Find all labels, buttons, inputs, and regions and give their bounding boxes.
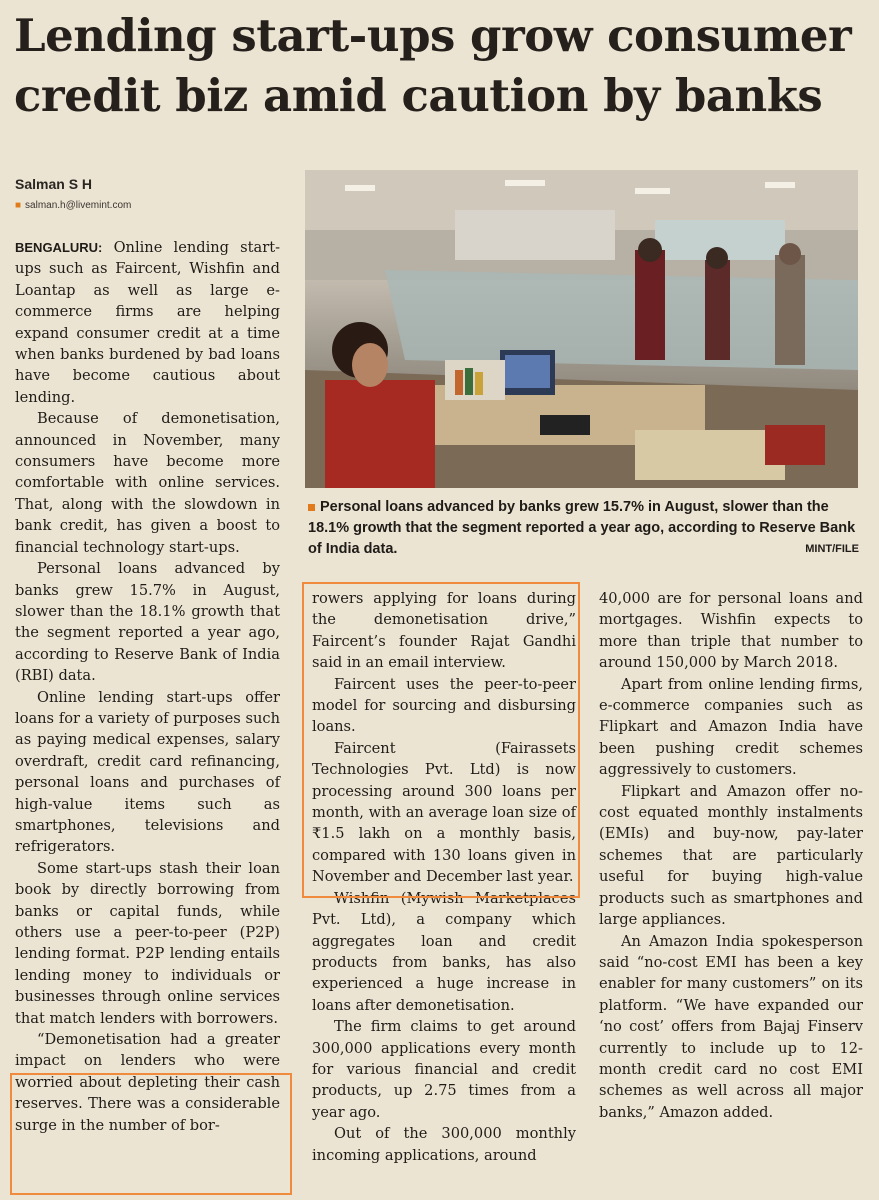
quote-continuation: rowers applying for loans during the demonetisation drive,” Faircent’s founder Rajat Gandhi said in an email interview. — [312, 590, 576, 672]
article-column-1 — [15, 237, 280, 1136]
headline — [14, 6, 874, 126]
paragraph: Faircent (Fairassets Technologies Pvt. Ltd) is now processing around 300 loans per month, with an average loan size of ₹1.5 lakh on a monthly basis, compared with 130 loans given in November and December last year. — [312, 739, 576, 886]
paragraph: The firm claims to get around 300,000 applications every month for various financial and credit products, up 2.75 times from a year ago. — [312, 1018, 576, 1121]
photo-credit: MINT/FILE — [805, 543, 859, 555]
paragraph — [15, 237, 280, 408]
bullet-icon: ■ — [15, 200, 22, 211]
highlight-box-faircent — [302, 582, 580, 898]
author-email-text: salman.h@livemint.com — [25, 200, 132, 211]
paragraph-text: Online lending start-ups such as Faircent, Wishfin and Loantap as well as large e-commerce firms are helping expand consumer credit at a time when banks burdened by bad loans have become cautious about lending. — [15, 239, 280, 406]
byline: Salman S H — [15, 176, 93, 192]
photo-caption — [308, 497, 863, 560]
article-column-3 — [599, 588, 863, 1123]
paragraph: Out of the 300,000 monthly incoming applications, around — [312, 1125, 576, 1164]
quote-paragraph: “Demonetisation had a greater impact on lenders who were worried about depleting their cash reserves. There was a considerable surge in the number of bor- — [15, 1031, 280, 1134]
highlight-box-quote — [10, 1073, 292, 1195]
caption-bullet-icon — [308, 504, 315, 511]
author-email — [15, 200, 131, 211]
headline-line-2: credit biz amid caution by banks — [14, 69, 823, 122]
paragraph: An Amazon India spokesperson said “no-cost EMI has been a key enabler for many customers” on its platform. “We have expanded our ‘no cost’ offers from Bajaj Finserv currently to include up to 12-month credit card no cost EMI schemes as well across all major banks,” Amazon added. — [599, 932, 863, 1121]
headline-line-1: Lending start-ups grow consumer — [14, 9, 852, 62]
paragraph: Some start-ups stash their loan book by directly borrowing from banks or capital funds, while others use a peer-to-peer (P2P) lending format. P2P lending entails lending money to individuals or businesses through online services that match lenders with borrowers. — [15, 859, 280, 1027]
paragraph: Online lending start-ups offer loans for a variety of purposes such as paying medical expenses, salary overdraft, credit card refinancing, personal loans and purchases of high-value items such as smartphones, televisions and refrigerators. — [15, 688, 280, 856]
article-photo — [305, 170, 858, 488]
bank-counter-photo — [305, 170, 858, 488]
paragraph: Faircent uses the peer-to-peer model for sourcing and disbursing loans. — [312, 675, 576, 736]
paragraph: Personal loans advanced by banks grew 15.7% in August, slower than the 18.1% growth that the segment reported a year ago, according to Reserve Bank of India (RBI) data. — [15, 560, 280, 685]
dateline: BENGALURU: — [15, 240, 103, 255]
paragraph: Because of demonetisation, announced in November, many consumers have become more comfortable with online services. That, along with the slowdown in bank credit, has given a boost to financial technology start-ups. — [15, 410, 280, 556]
caption-text: Personal loans advanced by banks grew 15.7% in August, slower than the 18.1% growth that the segment reported a year ago, according to Reserve Bank of India data. — [308, 499, 856, 557]
paragraph: 40,000 are for personal loans and mortgages. Wishfin expects to more than triple that number to around 150,000 by March 2018. — [599, 590, 863, 672]
paragraph: Flipkart and Amazon offer no-cost equated monthly instalments (EMIs) and buy-now, pay-later schemes that are particularly useful for buying high-value products such as smartphones and large appliances. — [599, 782, 863, 929]
paragraph: Wishfin (Mywish Marketplaces Pvt. Ltd), a company which aggregates loan and credit products from banks, has also experienced a huge increase in loans after demonetisation. — [312, 889, 576, 1014]
paragraph: Apart from online lending firms, e-commerce companies such as Flipkart and Amazon India have been pushing credit schemes aggressively to customers. — [599, 675, 863, 779]
